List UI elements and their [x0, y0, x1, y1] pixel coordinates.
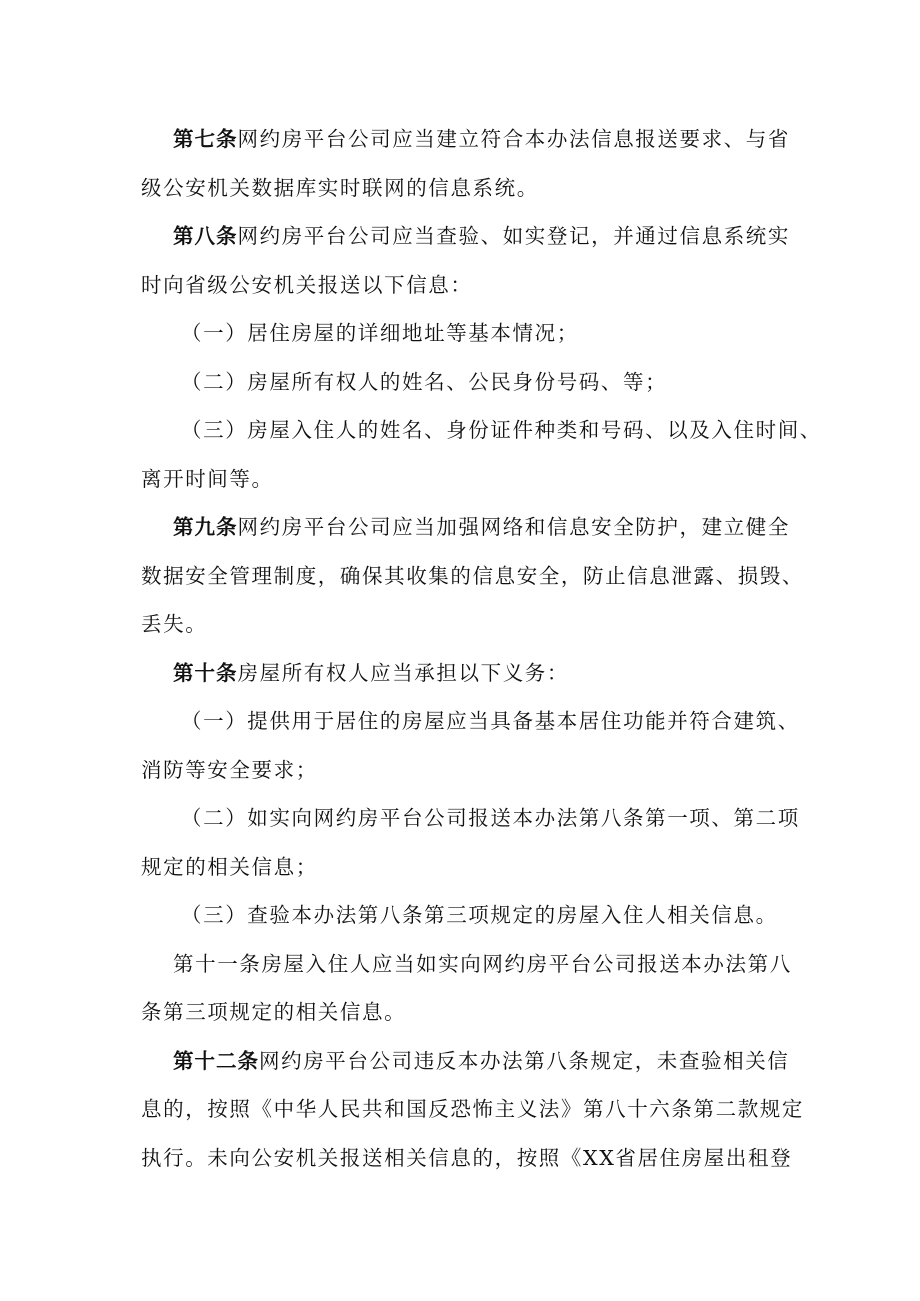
article-12-line-3: 执行。未向公安机关报送相关信息的，按照《XX省居住房屋出租登 [141, 1145, 793, 1170]
document-page [141, 115, 822, 1182]
article-10-heading: 第十条 [173, 660, 238, 685]
article-12-line-2: 息的，按照《中华人民共和国反恐怖主义法》第八十六条第二款规定 [141, 1097, 804, 1121]
article-10-item-2-cont: 规定的相关信息； [141, 854, 318, 879]
article-12-heading: 第十二条 [173, 1048, 259, 1073]
article-9-line-2: 数据安全管理制度，确保其收集的信息安全，防止信息泄露、损毁、 [141, 563, 804, 588]
article-8-heading: 第八条 [173, 224, 238, 248]
article-12-text: 网约房平台公司违反本办法第八条规定，未查验相关信 [259, 1048, 790, 1073]
article-7-line-2: 级公安机关数据库实时联网的信息系统。 [141, 175, 539, 200]
article-11-line-2: 条第三项规定的相关信息。 [141, 1000, 407, 1024]
article-8-line-2: 时向省级公安机关报送以下信息： [141, 272, 473, 297]
article-10-item-1-cont: 消防等安全要求； [141, 757, 318, 782]
article-9-text: 网约房平台公司应当加强网络和信息安全防护，建立健全 [237, 515, 790, 539]
article-9-line-1 [141, 503, 790, 552]
article-8-item-3-cont: 离开时间等。 [141, 466, 274, 491]
article-10-item-2: （二）如实向网约房平台公司报送本办法第八条第一项、第二项 [181, 806, 800, 830]
article-8-line-1 [141, 212, 790, 261]
article-8-text: 网约房平台公司应当查验、如实登记，并通过信息系统实 [237, 224, 790, 248]
article-10-item-1: （一）提供用于居住的房屋应当具备基本居住功能并符合建筑、 [181, 709, 800, 733]
article-10-text: 房屋所有权人应当承担以下义务： [237, 660, 569, 685]
article-12-line-1 [141, 1037, 790, 1086]
article-8-item-3: （三）房屋入住人的姓名、身份证件种类和号码、以及入住时间、 [181, 418, 822, 442]
article-8-item-2: （二）房屋所有权人的姓名、公民身份号码、等； [181, 369, 668, 394]
article-9-heading: 第九条 [173, 515, 238, 539]
article-10-line-1 [141, 649, 785, 698]
article-7-text: 网约房平台公司应当建立符合本办法信息报送要求、与省 [237, 127, 790, 151]
article-11-line-1: 第十一条房屋入住人应当如实向网约房平台公司报送本办法第八 [173, 951, 792, 976]
article-7-line-1 [141, 115, 790, 164]
article-8-item-1: （一）居住房屋的详细地址等基本情况； [181, 321, 579, 345]
article-9-line-3: 丢失。 [141, 612, 208, 636]
article-10-item-3: （三）查验本办法第八条第三项规定的房屋入住人相关信息。 [181, 903, 778, 927]
article-7-heading: 第七条 [173, 127, 238, 151]
